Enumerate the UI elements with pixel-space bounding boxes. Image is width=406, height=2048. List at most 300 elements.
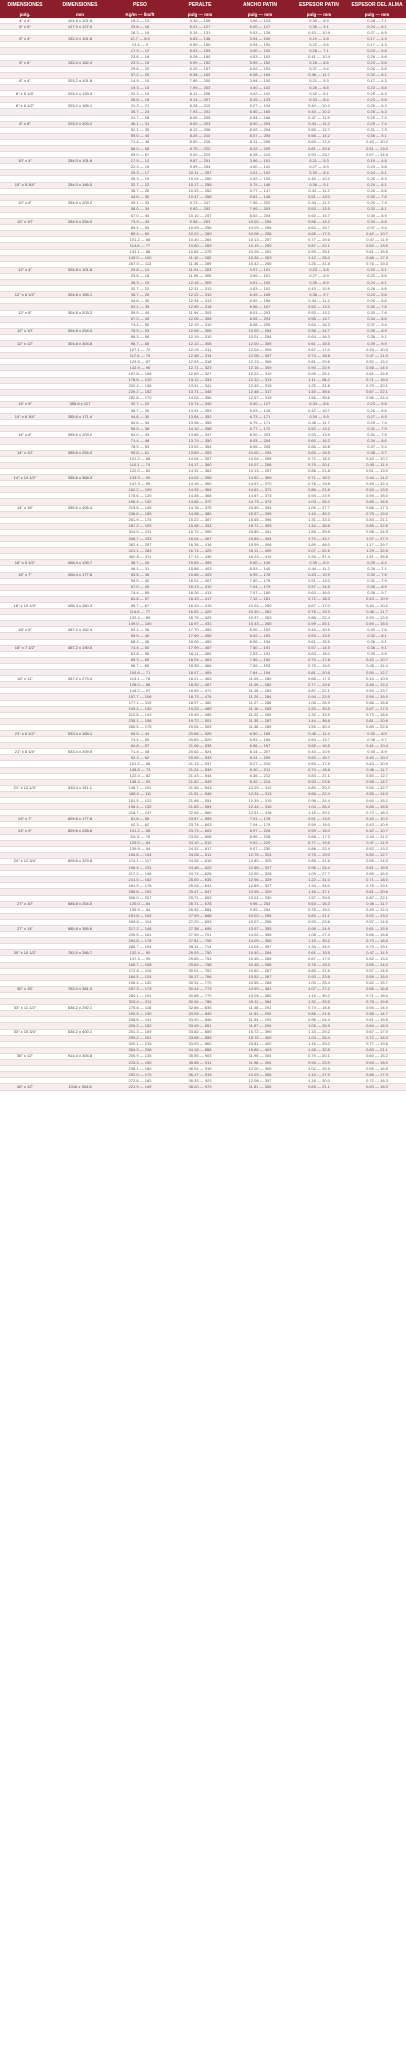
- table-cell: 9.00 — 229: [170, 152, 230, 158]
- table-cell: 184.5 — 124: [110, 974, 170, 980]
- table-cell: 30.17 — 766: [170, 974, 230, 980]
- table-body: [0, 18, 406, 1090]
- unit-dimensions-mm: mm: [50, 10, 110, 18]
- table-cell: 355.6 x 254.0: [50, 450, 110, 456]
- table-cell: 23.8 — 16: [110, 273, 170, 279]
- table-cell: 35.55 — 903: [170, 1053, 230, 1059]
- table-cell: 8.22 — 209: [230, 145, 290, 151]
- table-cell: 6.08 — 154: [230, 72, 290, 78]
- table-cell: 59.5 — 40: [110, 633, 170, 639]
- table-cell: 7.89 — 200: [170, 78, 230, 84]
- table-cell: 457.2 x 190.5: [50, 645, 110, 651]
- table-cell: 0.35 — 8.9: [290, 560, 348, 566]
- table-cell: 0.88 — 22.4: [290, 791, 348, 797]
- header-web-thickness: ESPESOR DEL ALMA: [348, 0, 406, 10]
- table-cell: 113.1 — 76: [110, 676, 170, 682]
- table-cell: 0.71 — 18.0: [348, 993, 406, 999]
- table-cell: 0.99 — 25.1: [290, 371, 348, 377]
- table-cell: 31.3 — 21: [110, 103, 170, 109]
- table-cell: 165.0 — 111: [110, 791, 170, 797]
- table-cell: 12.00 — 305: [230, 340, 290, 346]
- table-cell: 0.23 — 5.8: [290, 267, 348, 273]
- table-cell: 0.30 — 7.6: [348, 310, 406, 316]
- table-cell: 1.08 — 27.4: [290, 932, 348, 938]
- table-cell: 0.55 — 14.0: [348, 791, 406, 797]
- table-cell: 0.62 — 15.7: [290, 225, 348, 231]
- table-cell: 421.1 — 283: [110, 548, 170, 554]
- table-cell: 1.17 — 29.7: [348, 542, 406, 548]
- table-cell: 20.83 — 529: [170, 737, 230, 743]
- table-cell: 0.72 — 18.3: [290, 456, 348, 462]
- table-cell: 0.19 — 4.8: [290, 36, 348, 42]
- table-cell: 5.03 — 128: [230, 30, 290, 36]
- table-cell: 11.10 — 282: [170, 255, 230, 261]
- table-cell: 0.76 — 19.3: [290, 609, 348, 615]
- table-cell: 1.19 — 30.2: [290, 938, 348, 944]
- table-cell: 208.8 — 141: [110, 1017, 170, 1023]
- table-cell: 12.75 — 324: [230, 852, 290, 858]
- table-cell: 0.43 — 10.9: [290, 572, 348, 578]
- table-cell: 0.33 — 8.4: [290, 97, 348, 103]
- table-cell: 217.2 — 146: [110, 925, 170, 931]
- table-cell: 10.13 — 257: [230, 468, 290, 474]
- table-cell: 8.02 — 204: [230, 213, 290, 219]
- table-cell: 122.0 — 82: [110, 773, 170, 779]
- table-cell: 8.00 — 203: [230, 432, 290, 438]
- table-cell: 0.88 — 22.4: [290, 615, 348, 621]
- table-cell: 0.44 — 11.2: [290, 200, 348, 206]
- table-cell: 107.1 — 72: [110, 347, 170, 353]
- table-cell: 0.30 — 7.6: [348, 304, 406, 310]
- table-cell: 0.76 — 19.3: [290, 962, 348, 968]
- table-cell: 0.83 — 21.1: [348, 1047, 406, 1053]
- table-cell: 0.67 — 17.0: [348, 706, 406, 712]
- table-cell: 0.66 — 16.8: [348, 932, 406, 938]
- table-cell: 0.44 — 11.2: [348, 475, 406, 481]
- table-cell: 0.64 — 16.3: [348, 1023, 406, 1029]
- table-cell: 0.83 — 21.1: [348, 517, 406, 523]
- table-cell: 0.24 — 6.1: [348, 182, 406, 188]
- table-cell: 0.29 — 7.4: [348, 115, 406, 121]
- table-cell: 14.9 — 10: [110, 78, 170, 84]
- table-cell: 0.74 — 18.8: [290, 1005, 348, 1011]
- table-cell: 13.4 — 9: [110, 42, 170, 48]
- table-cell: 28.3 — 19: [110, 280, 170, 286]
- table-cell: 0.34 — 8.6: [348, 316, 406, 322]
- table-cell: 0.98 — 24.9: [348, 529, 406, 535]
- table-row: [0, 1084, 406, 1090]
- table-cell: 0.96 — 24.4: [348, 395, 406, 401]
- table-cell: 21.06 — 535: [170, 743, 230, 749]
- table-cell: 0.22 — 5.6: [290, 42, 348, 48]
- table-cell: 226.2 — 152: [110, 389, 170, 395]
- table-cell: 306.0 — 207: [110, 895, 170, 901]
- table-cell: 15.11 — 384: [230, 999, 290, 1005]
- table-cell: 0.57 — 14.5: [348, 919, 406, 925]
- table-cell: 10.40 — 264: [170, 237, 230, 243]
- table-cell: 33.30 — 846: [170, 1017, 230, 1023]
- table-cell: 27.09 — 688: [170, 913, 230, 919]
- table-cell: 101.2 — 68: [110, 237, 170, 243]
- table-cell: 4.00 — 102: [230, 164, 290, 170]
- table-cell: 49.1 — 33: [110, 200, 170, 206]
- table-cell: 0.60 — 15.2: [290, 438, 348, 444]
- table-cell: 0.38 — 9.7: [348, 450, 406, 456]
- table-cell: 131.1 — 88: [110, 249, 170, 255]
- table-cell: 0.45 — 11.4: [348, 663, 406, 669]
- table-cell: 86.0 — 58: [110, 145, 170, 151]
- table-cell: 254.0 x 101.6: [50, 158, 110, 164]
- table-cell: 0.57 — 14.5: [348, 968, 406, 974]
- table-cell: 4.01 — 102: [230, 170, 290, 176]
- table-cell: 110.1 — 74: [110, 462, 170, 468]
- table-cell: 3.94 — 100: [230, 36, 290, 42]
- table-cell: 0.65 — 16.5: [290, 450, 348, 456]
- table-cell: 12.38 — 314: [170, 353, 230, 359]
- table-cell: 0.45 — 11.4: [348, 462, 406, 468]
- table-cell: 44.6 — 30: [110, 298, 170, 304]
- table-cell: 6.73 — 171: [230, 414, 290, 420]
- table-cell: 0.23 — 5.8: [348, 97, 406, 103]
- table-cell: 8.01 — 203: [230, 310, 290, 316]
- table-cell: 21" x 6 1/2": [0, 730, 50, 736]
- table-cell: 5.00 — 127: [230, 24, 290, 30]
- table-cell: 914.4 x 304.8: [50, 1053, 110, 1059]
- table-cell: 24.10 — 612: [170, 840, 230, 846]
- table-cell: 11.94 — 303: [170, 310, 230, 316]
- table-cell: 17.70 — 450: [170, 627, 230, 633]
- table-cell: 17.99 — 457: [170, 645, 230, 651]
- table-cell: 33.93 — 862: [170, 1041, 230, 1047]
- table-cell: 32.7 — 22: [110, 401, 170, 407]
- table-cell: 196.4 — 131: [110, 865, 170, 871]
- table-cell: 71.4 — 48: [110, 438, 170, 444]
- table-cell: 8" x 5 1/4": [0, 91, 50, 97]
- table-cell: 0.79 — 20.1: [290, 462, 348, 468]
- table-cell: 12.71 — 323: [170, 365, 230, 371]
- table-cell: 8.36 — 212: [230, 773, 290, 779]
- table-cell: 0.75 — 19.0: [290, 663, 348, 669]
- table-cell: 0.43 — 10.9: [290, 286, 348, 292]
- table-cell: 12.32 — 313: [230, 377, 290, 383]
- table-cell: 71.4 — 48: [110, 749, 170, 755]
- table-cell: 10.09 — 256: [170, 225, 230, 231]
- table-cell: 457.2 x 152.4: [50, 627, 110, 633]
- table-cell: 11.99 — 305: [170, 273, 230, 279]
- table-cell: 0.77 — 19.6: [290, 682, 348, 688]
- table-cell: 9.87 — 251: [170, 158, 230, 164]
- table-cell: 67.0 — 45: [110, 213, 170, 219]
- table-cell: 18.11 — 460: [170, 651, 230, 657]
- table-cell: 0.53 — 13.5: [348, 615, 406, 621]
- table-cell: 8.06 — 205: [230, 444, 290, 450]
- table-cell: 1016 x 304.8: [50, 1084, 110, 1090]
- table-cell: 12.12 — 308: [170, 340, 230, 346]
- table-cell: 0.65 — 16.5: [348, 499, 406, 505]
- table-cell: 22.06 — 560: [170, 810, 230, 816]
- table-cell: 8" x 8": [0, 121, 50, 127]
- table-cell: 59.5 — 40: [110, 310, 170, 316]
- table-cell: 13.71 — 348: [170, 389, 230, 395]
- table-cell: 138.4 — 93: [110, 779, 170, 785]
- table-cell: 14.57 — 370: [230, 481, 290, 487]
- table-cell: 10.37 — 263: [230, 615, 290, 621]
- table-cell: 5.27 — 134: [230, 103, 290, 109]
- table-cell: 133.9 — 90: [110, 475, 170, 481]
- table-cell: 40" x 12": [0, 1084, 50, 1090]
- table-cell: 304.8 x 101.6: [50, 267, 110, 273]
- table-cell: 18.35 — 466: [170, 663, 230, 669]
- table-cell: 0.61 — 15.5: [348, 925, 406, 931]
- table-cell: 5.90 — 150: [170, 42, 230, 48]
- table-cell: 89.4 — 60: [110, 231, 170, 237]
- table-cell: 18" x 7 1/2": [0, 645, 50, 651]
- table-cell: 1.04 — 26.4: [290, 1035, 348, 1041]
- table-cell: 15.71 — 399: [230, 523, 290, 529]
- table-cell: 16.38 — 416: [170, 542, 230, 548]
- table-cell: 23.8 — 16: [110, 54, 170, 60]
- header-dimensions-in: DIMENSIONES: [0, 0, 50, 10]
- table-cell: 1.19 — 30.2: [290, 511, 348, 517]
- table-cell: 0.47 — 11.9: [348, 840, 406, 846]
- table-cell: 1.22 — 31.0: [290, 877, 348, 883]
- table-cell: 0.64 — 16.3: [290, 334, 348, 340]
- table-cell: 14.02 — 356: [230, 932, 290, 938]
- table-cell: 533.4 x 311.1: [50, 785, 110, 791]
- table-cell: 218.7 — 147: [110, 810, 170, 816]
- table-cell: 11.16 — 283: [230, 706, 290, 712]
- table-cell: 101.2 — 68: [110, 828, 170, 834]
- table-cell: 0.87 — 22.1: [290, 243, 348, 249]
- table-cell: 12.51 — 318: [230, 810, 290, 816]
- table-cell: 0.79 — 20.1: [348, 383, 406, 389]
- table-cell: 0.37 — 9.4: [348, 444, 406, 450]
- table-cell: 8.24 — 209: [230, 755, 290, 761]
- table-cell: 0.21 — 5.3: [290, 78, 348, 84]
- table-cell: 117.6 — 79: [110, 353, 170, 359]
- table-cell: 11.30 — 287: [230, 718, 290, 724]
- table-cell: 8.12 — 206: [170, 127, 230, 133]
- table-cell: 13.98 — 355: [170, 420, 230, 426]
- table-cell: 10.17 — 258: [170, 182, 230, 188]
- table-cell: 15.75 — 400: [230, 1035, 290, 1041]
- table-cell: 24" x 9": [0, 828, 50, 834]
- header-flange-thickness: ESPESOR PATIN: [290, 0, 348, 10]
- table-cell: 12.7 — 8.5: [110, 36, 170, 42]
- table-cell: 7.53 — 191: [230, 651, 290, 657]
- table-cell: 10" x 10": [0, 219, 50, 225]
- table-cell: 13.66 — 347: [170, 432, 230, 438]
- table-cell: 3.97 — 101: [230, 267, 290, 273]
- table-cell: 0.32 — 8.1: [348, 72, 406, 78]
- table-cell: 90.8 — 61: [110, 450, 170, 456]
- table-cell: 125.0 — 84: [110, 901, 170, 907]
- table-cell: 25.71 — 653: [170, 895, 230, 901]
- table-cell: 7.04 — 179: [230, 584, 290, 590]
- table-cell: 26.92 — 684: [170, 907, 230, 913]
- table-cell: 30" x 10 1/2": [0, 950, 50, 956]
- table-cell: 0.19 — 4.8: [348, 158, 406, 164]
- table-cell: 14.73 — 374: [230, 499, 290, 505]
- table-cell: 4.01 — 102: [230, 280, 290, 286]
- table-cell: 132.4 — 90: [110, 950, 170, 956]
- table-cell: 0.65 — 16.5: [348, 871, 406, 877]
- table-cell: 12.29 — 312: [230, 785, 290, 791]
- table-cell: 68.4 — 46: [110, 639, 170, 645]
- table-cell: 38.20 — 970: [170, 1084, 230, 1090]
- table-cell: 1.72 — 43.7: [290, 535, 348, 541]
- table-cell: 0.59 — 15.0: [290, 822, 348, 828]
- table-cell: 10.22 — 260: [170, 231, 230, 237]
- table-cell: 0.58 — 14.7: [348, 1011, 406, 1017]
- table-cell: 0.93 — 23.7: [290, 152, 348, 158]
- table-cell: 0.43 — 10.9: [348, 347, 406, 353]
- table-cell: 0.65 — 16.5: [348, 1066, 406, 1072]
- table-cell: 16.04 — 407: [170, 535, 230, 541]
- table-cell: 64.0 — 43: [110, 432, 170, 438]
- table-cell: 0.46 — 11.7: [348, 901, 406, 907]
- table-cell: 12.19 — 310: [170, 334, 230, 340]
- table-cell: 27.29 — 693: [170, 919, 230, 925]
- table-cell: 0.51 — 13.0: [348, 145, 406, 151]
- table-cell: 89.3 — 60: [110, 657, 170, 663]
- table-cell: 12.22 — 310: [170, 292, 230, 298]
- table-cell: 7.99 — 203: [230, 206, 290, 212]
- table-cell: 12.22 — 310: [230, 371, 290, 377]
- table-cell: 0.50 — 12.7: [290, 127, 348, 133]
- table-cell: 14.66 — 372: [170, 499, 230, 505]
- table-cell: 0.46 — 11.7: [348, 767, 406, 773]
- table-cell: 10.45 — 265: [230, 956, 290, 962]
- table-cell: 52.1 — 35: [110, 127, 170, 133]
- table-cell: 24.48 — 622: [170, 865, 230, 871]
- table-cell: 0.55 — 14.0: [348, 858, 406, 864]
- table-cell: 16.23 — 412: [230, 554, 290, 560]
- table-cell: 304.8 x 304.8: [50, 340, 110, 346]
- table-cell: 0.58 — 14.7: [290, 328, 348, 334]
- table-cell: 114.6 — 77: [110, 243, 170, 249]
- table-cell: 0.50 — 12.7: [348, 785, 406, 791]
- table-cell: 151.8 — 102: [110, 913, 170, 919]
- header-depth: PERALTE: [170, 0, 230, 10]
- table-cell: 6.20 — 157: [170, 66, 230, 72]
- table-cell: 8.99 — 228: [230, 834, 290, 840]
- table-cell: 105.6 — 71: [110, 670, 170, 676]
- table-cell: 0.36 — 9.1: [348, 133, 406, 139]
- table-cell: 29.83 — 758: [170, 962, 230, 968]
- table-cell: 78.9 — 53: [110, 328, 170, 334]
- table-cell: 73.9 — 49: [110, 219, 170, 225]
- table-cell: 1.00 — 25.4: [290, 980, 348, 986]
- table-cell: 13.97 — 355: [230, 925, 290, 931]
- table-cell: 210.8 — 143: [110, 712, 170, 718]
- table-cell: 30.94 — 786: [170, 999, 230, 1005]
- table-cell: 46.1 — 31: [110, 566, 170, 572]
- table-cell: 0.54 — 13.7: [290, 737, 348, 743]
- table-cell: 0.42 — 10.7: [348, 456, 406, 462]
- table-cell: 16" x 5 1/2": [0, 560, 50, 566]
- table-cell: 0.75 — 19.0: [348, 511, 406, 517]
- table-cell: 354.3 — 238: [110, 1047, 170, 1053]
- table-cell: 0.40 — 10.2: [290, 103, 348, 109]
- table-cell: 125.0 — 84: [110, 840, 170, 846]
- table-cell: 12.50 — 318: [170, 304, 230, 310]
- table-cell: 33.09 — 840: [170, 1011, 230, 1017]
- table-cell: 19.72 — 501: [170, 718, 230, 724]
- table-cell: 0.39 — 9.9: [348, 340, 406, 346]
- table-cell: 0.40 — 10.2: [348, 816, 406, 822]
- table-cell: 15.88 — 403: [170, 566, 230, 572]
- table-cell: 3.99 — 101: [230, 273, 290, 279]
- table-cell: 0.53 — 13.5: [290, 206, 348, 212]
- table-cell: 288.7 — 194: [110, 944, 170, 950]
- table-cell: 6.52 — 166: [230, 298, 290, 304]
- table-cell: 0.43 — 10.9: [348, 676, 406, 682]
- table-cell: 139.9 — 94: [110, 907, 170, 913]
- table-cell: 16.43 — 417: [170, 596, 230, 602]
- table-cell: 152.4 x 101.6: [50, 36, 110, 42]
- table-cell: 0.53 — 13.5: [348, 487, 406, 493]
- table-cell: 0.61 — 15.5: [348, 249, 406, 255]
- table-cell: 8.28 — 210: [170, 103, 230, 109]
- table-cell: 0.35 — 8.9: [348, 584, 406, 590]
- table-cell: 14" x 8": [0, 432, 50, 438]
- table-cell: 10.07 — 256: [230, 919, 290, 925]
- header-row-titles: [0, 0, 406, 10]
- table-cell: 0.26 — 6.6: [348, 286, 406, 292]
- table-cell: 0.36 — 9.1: [290, 24, 348, 30]
- table-cell: 12.39 — 315: [230, 798, 290, 804]
- table-cell: 18.06 — 459: [170, 639, 230, 645]
- table-cell: 59.5 — 40: [110, 578, 170, 584]
- table-cell: 0.27 — 6.9: [290, 164, 348, 170]
- table-cell: 23.92 — 608: [170, 834, 230, 840]
- table-cell: 26.8 — 18: [110, 97, 170, 103]
- table-cell: 21" x 8 1/4": [0, 749, 50, 755]
- table-cell: 84.8 — 57: [110, 743, 170, 749]
- table-cell: 28.3 — 19: [110, 30, 170, 36]
- table-cell: 0.61 — 15.5: [290, 950, 348, 956]
- table-cell: 0.25 — 6.4: [348, 560, 406, 566]
- table-cell: 0.75 — 19.0: [290, 907, 348, 913]
- table-cell: 11.98 — 304: [230, 1060, 290, 1066]
- table-cell: 0.61 — 15.5: [348, 1017, 406, 1023]
- table-cell: 8.06 — 205: [170, 115, 230, 121]
- table-cell: 0.53 — 13.5: [290, 633, 348, 639]
- table-cell: 6.50 — 165: [230, 109, 290, 115]
- table-cell: 9.07 — 230: [230, 846, 290, 852]
- table-cell: 1.15 — 29.2: [290, 1041, 348, 1047]
- table-cell: 147.3 — 99: [110, 481, 170, 487]
- table-cell: 10.30 — 262: [230, 609, 290, 615]
- table-cell: 0.34 — 8.6: [290, 401, 348, 407]
- table-cell: 4" x 4": [0, 18, 50, 24]
- table-header: [0, 0, 406, 18]
- table-cell: 0.96 — 24.4: [290, 1017, 348, 1023]
- table-cell: 11.15 — 283: [230, 688, 290, 694]
- table-cell: 5.99 — 152: [170, 60, 230, 66]
- table-cell: 1.12 — 28.4: [290, 255, 348, 261]
- table-cell: 0.52 — 13.2: [290, 426, 348, 432]
- table-cell: 609.6 x 228.6: [50, 828, 110, 834]
- table-cell: 0.42 — 10.7: [290, 408, 348, 414]
- table-cell: 0.56 — 14.2: [290, 133, 348, 139]
- table-cell: 12.34 — 313: [170, 298, 230, 304]
- table-cell: 0.52 — 13.2: [348, 956, 406, 962]
- table-cell: 3.94 — 100: [230, 42, 290, 48]
- table-cell: 5.77 — 147: [230, 188, 290, 194]
- table-cell: 14.31 — 363: [170, 468, 230, 474]
